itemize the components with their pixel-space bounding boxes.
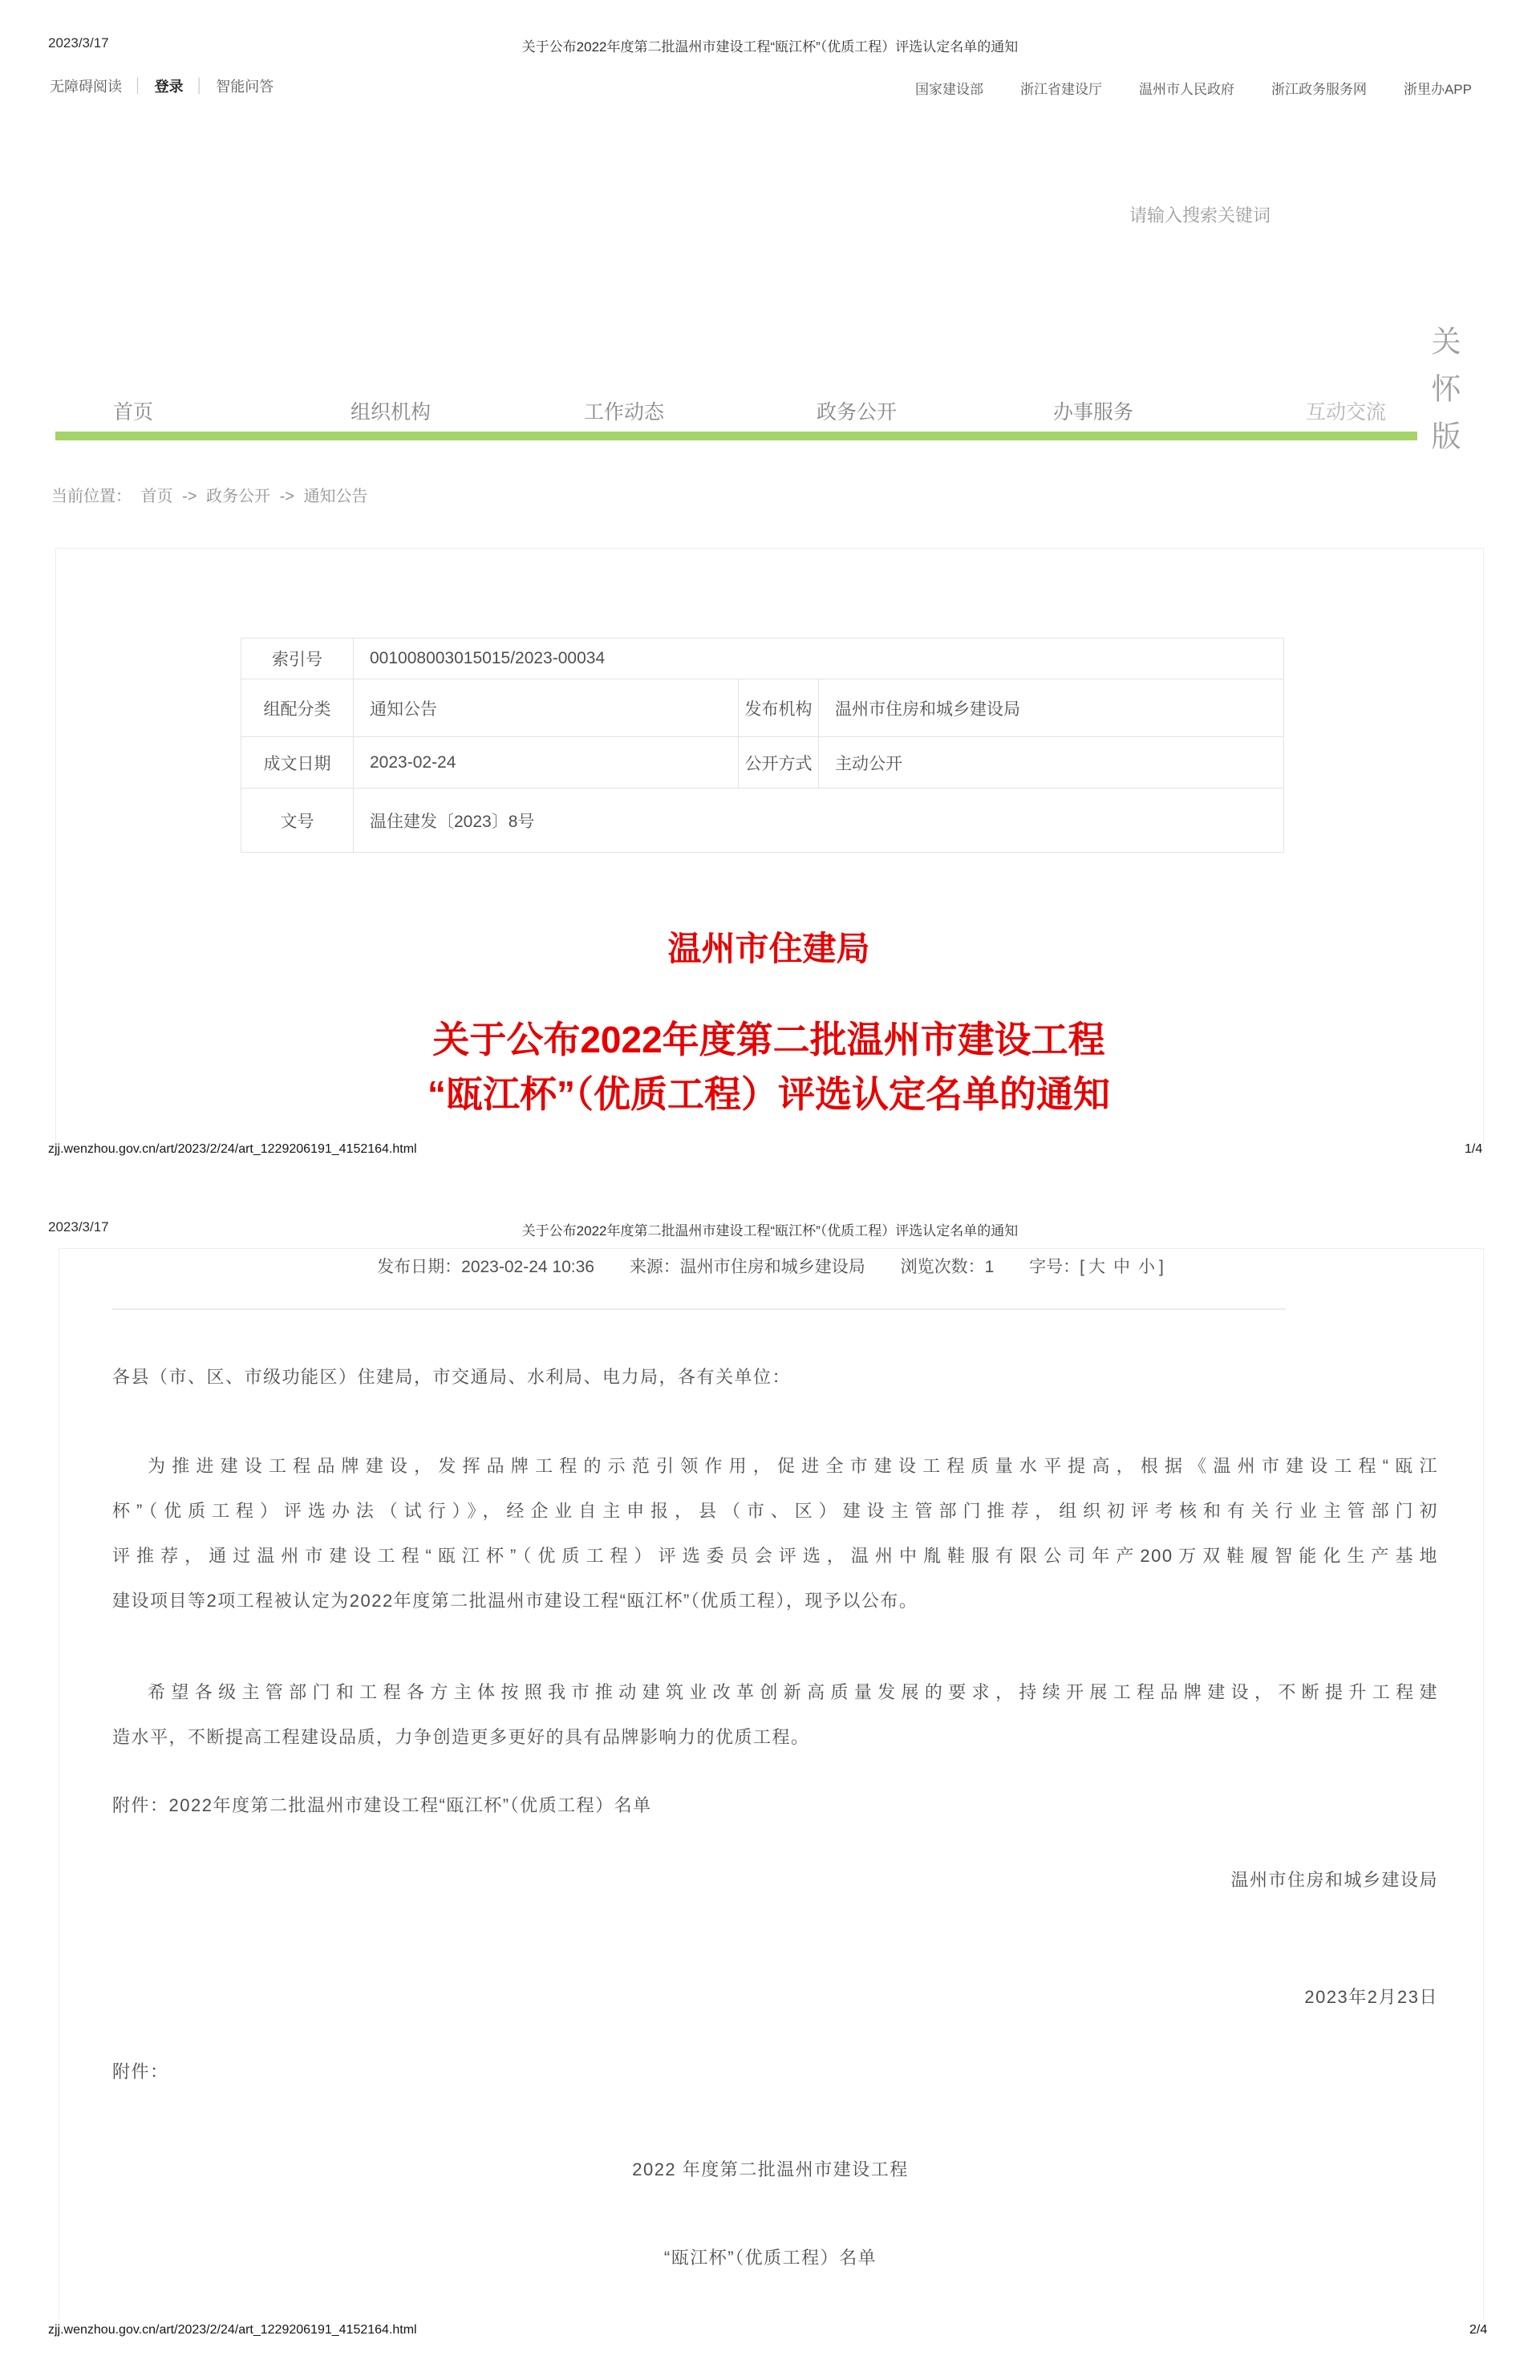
print-footer-page-2: 2/4 [1469,2323,1488,2337]
care-version-toggle[interactable]: 关怀版 [1427,326,1460,468]
font-size-suffix: ] [1159,1258,1164,1276]
breadcrumb-prefix: 当前位置： [51,488,132,505]
print-footer-url-2: zjj.wenzhou.gov.cn/art/2023/2/24/art_1229206191_4152164.html [48,2323,417,2337]
attachment-label: 附件： [112,2062,169,2082]
smart-qa-link[interactable]: 智能问答 [216,79,274,95]
print-header-title-1: 关于公布2022年度第二批温州市建设工程“瓯江杯”（优质工程）评选认定名单的通知 [521,39,1019,55]
doc-index-value: 001008003015015/2023-00034 [354,639,1284,679]
breadcrumb-item-gov-affairs[interactable]: 政务公开 [206,488,271,505]
doc-publicity-label: 公开方式 [739,737,819,789]
login-link[interactable]: 登录 [154,79,184,95]
breadcrumb-item-home[interactable]: 首页 [140,488,173,505]
doc-number-label: 文号 [241,789,354,853]
nav-item-organization[interactable]: 组织机构 [351,401,432,424]
paragraph-2-line: 希望各级主管部门和工程各方主体按照我市推动建筑业改革创新高质量发展的要求，持续开展工程品牌建设，不断提升工程建 [148,1682,1438,1702]
doc-index-label: 索引号 [241,639,354,679]
attachment-title-line2: “瓯江杯”（优质工程）名单 [663,2248,877,2268]
sign-date: 2023年2月23日 [1304,1987,1438,2007]
utility-divider: │ [195,78,205,93]
print-header-date-2: 2023/3/17 [48,1219,109,1235]
doc-date-label: 成文日期 [241,737,354,789]
paragraph-1-line: 建设项目等2项工程被认定为2022年度第二批温州市建设工程“瓯江杯”（优质工程），现予以公布。 [112,1591,918,1611]
gov-link-city[interactable]: 温州市人民政府 [1138,82,1234,97]
paragraph-1-line: 为推进建设工程品牌建设，发挥品牌工程的示范引领作用，促进全市建设工程质量水平提高，根据《温州市建设工程“瓯江 [148,1456,1438,1476]
attachment-reference-line: 附件：2022年度第二批温州市建设工程“瓯江杯”（优质工程）名单 [112,1795,652,1815]
font-size-small-button[interactable]: 小 [1138,1258,1156,1276]
breadcrumb-item-notices[interactable]: 通知公告 [303,488,368,505]
font-size-prefix: 字号：[ [1029,1258,1085,1276]
doc-category-value: 通知公告 [354,679,739,737]
doc-info-table [241,638,1284,853]
gov-link-service-net[interactable]: 浙江政务服务网 [1270,82,1367,97]
view-count: 浏览次数：1 [900,1258,995,1276]
nav-item-work-news[interactable]: 工作动态 [584,401,665,424]
nav-item-services[interactable]: 办事服务 [1053,401,1134,424]
utility-bar [50,75,274,96]
nav-item-interaction[interactable]: 互动交流 [1306,401,1387,424]
gov-links-bar [915,78,1472,98]
utility-divider: │ [134,78,143,93]
source: 来源：温州市住房和城乡建设局 [629,1258,865,1276]
doc-title-line2: “瓯江杯”（优质工程）评选认定名单的通知 [428,1073,1110,1115]
breadcrumb [51,483,373,506]
nav-item-home[interactable]: 首页 [113,401,154,424]
doc-org-title: 温州市住建局 [667,930,870,967]
doc-date-value: 2023-02-24 [354,737,739,789]
nav-item-gov-affairs[interactable]: 政务公开 [817,401,898,424]
search-input[interactable]: 请输入搜索关键词 [1129,205,1271,225]
doc-issuer-label: 发布机构 [739,679,819,737]
print-footer-page-1: 1/4 [1465,1142,1483,1156]
breadcrumb-arrow-icon: -> [182,488,197,505]
nav-underline [55,432,1417,440]
breadcrumb-arrow-icon: -> [279,488,294,505]
gov-link-zheliban-app[interactable]: 浙里办APP [1403,82,1472,97]
font-size-medium-button[interactable]: 中 [1113,1258,1131,1276]
paragraph-1-line: 杯”（优质工程）评选办法（试行）》，经企业自主申报，县（市、区）建设主管部门推荐，组织初评考核和有关行业主管部门初 [112,1501,1438,1521]
doc-title-line1: 关于公布2022年度第二批温州市建设工程 [432,1019,1105,1060]
gov-link-ministry[interactable]: 国家建设部 [914,82,983,97]
doc-category-label: 组配分类 [241,679,354,737]
paragraph-1 [112,1444,1438,1624]
doc-issuer-value: 温州市住房和城乡建设局 [819,679,1284,737]
font-size-control [1029,1258,1164,1276]
print-header-title-2: 关于公布2022年度第二批温州市建设工程“瓯江杯”（优质工程）评选认定名单的通知 [521,1223,1019,1239]
salutation-line: 各县（市、区、市级功能区）住建局，市交通局、水利局、电力局，各有关单位： [112,1367,792,1387]
publish-date: 发布日期：2023-02-24 10:36 [377,1258,594,1276]
doc-publicity-value: 主动公开 [819,737,1284,789]
font-size-large-button[interactable]: 大 [1088,1258,1106,1276]
doc-number-value: 温住建发〔2023〕8号 [354,789,1284,853]
print-header-date-1: 2023/3/17 [48,35,109,51]
attachment-title-line1: 2022 年度第二批温州市建设工程 [632,2159,909,2179]
gov-link-province[interactable]: 浙江省建设厅 [1019,82,1102,97]
accessibility-link[interactable]: 无障碍阅读 [50,79,122,95]
paragraph-2 [112,1670,1438,1760]
meta-divider [112,1308,1286,1310]
signer-org: 温州市住房和城乡建设局 [1230,1870,1438,1890]
print-footer-url-1: zjj.wenzhou.gov.cn/art/2023/2/24/art_1229206191_4152164.html [48,1142,417,1156]
paragraph-2-line: 造水平，不断提高工程建设品质，力争创造更多更好的具有品牌影响力的优质工程。 [112,1727,810,1747]
paragraph-1-line: 评推荐，通过温州市建设工程“瓯江杯”（优质工程）评选委员会评选，温州中胤鞋服有限公司年产200万双鞋履智能化生产基地 [112,1546,1438,1566]
article-meta-bar [59,1254,1482,1278]
